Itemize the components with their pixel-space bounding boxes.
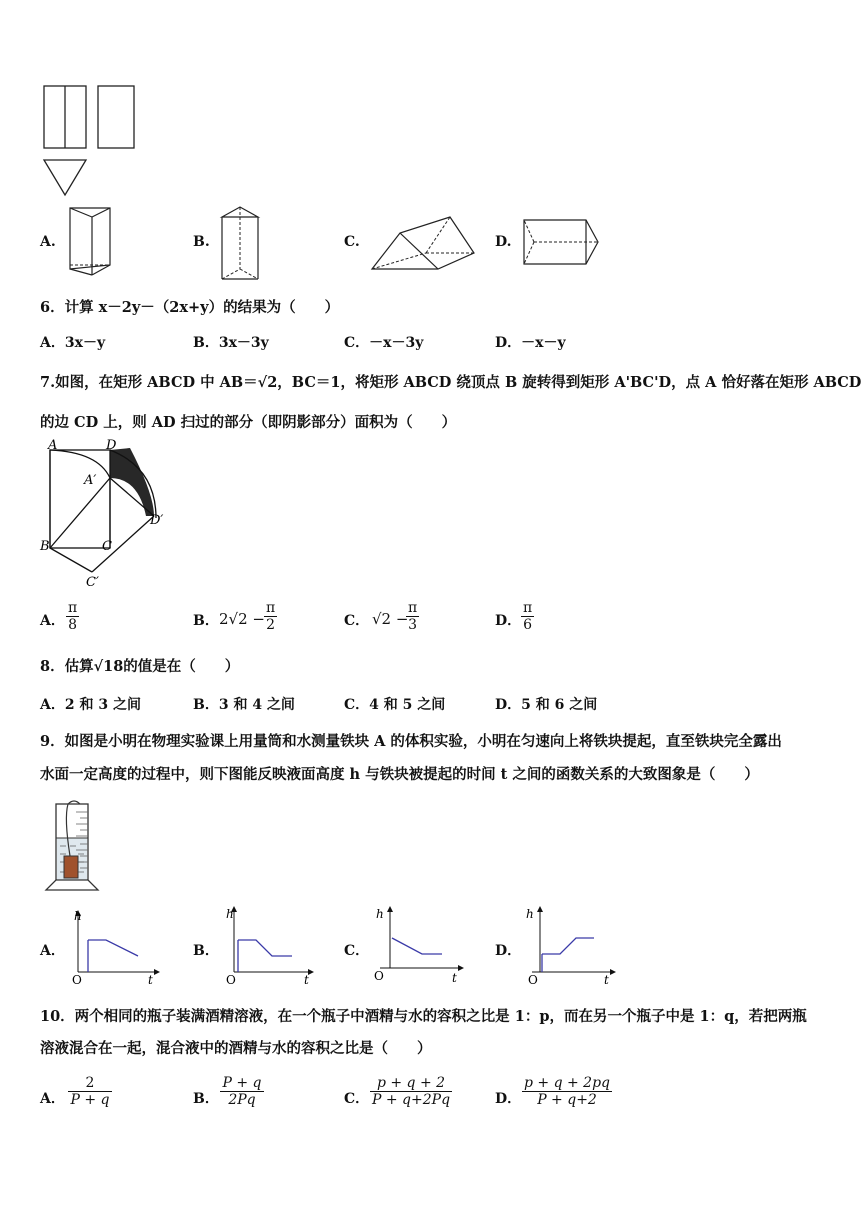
q8-option-d[interactable]: D．5 和 6 之间	[495, 697, 598, 713]
q7-option-a-fraction	[66, 600, 79, 633]
svg-text:O: O	[226, 973, 236, 987]
label-c-prime: C′	[86, 575, 99, 590]
q10-option-a-fraction: 2 P + q	[68, 1075, 112, 1108]
svg-text:h: h	[376, 907, 384, 921]
q10-option-b-fraction: P + q 2Pq	[220, 1075, 264, 1108]
q9-graph-b	[220, 906, 314, 986]
q9-option-c-label[interactable]: C．	[344, 943, 370, 959]
svg-text:O: O	[72, 973, 82, 987]
q9-graph-d-line	[542, 938, 594, 954]
q9-graph-a-line	[88, 940, 138, 956]
q10-option-d-label[interactable]: D．	[495, 1091, 522, 1107]
q8-option-a[interactable]: A．2 和 3 之间	[40, 697, 141, 713]
q7-option-c-fraction: π 3	[408, 600, 418, 633]
q7-b-prefix: 2√2 −	[219, 610, 265, 628]
label-d: D	[106, 438, 117, 453]
q10-option-a-label[interactable]: A．	[40, 1091, 65, 1107]
q8-stem: 8．估算√18的值是在（ ）	[40, 658, 240, 675]
q10-stem-line2: 溶液混合在一起，混合液中的酒精与水的容积之比是（ ）	[40, 1040, 432, 1057]
q6-option-d[interactable]: D．－x－y	[495, 335, 566, 351]
q6-option-c[interactable]: C．－x－3y	[344, 335, 424, 351]
three-view-figure	[40, 84, 140, 199]
q9-stem-line1: 9．如图是小明在物理实验课上用量筒和水测量铁块 A 的体积实验，小明在匀速向上将铁块提起，直至铁块完全露出	[40, 733, 782, 750]
q6-option-a[interactable]: A．3x－y	[40, 335, 106, 351]
rectangle-rotation-figure	[38, 438, 178, 590]
q6-option-b[interactable]: B．3x－3y	[193, 335, 269, 351]
svg-text:h: h	[226, 907, 234, 921]
svg-text:h: h	[74, 909, 82, 923]
q8-option-b[interactable]: B．3 和 4 之间	[193, 697, 295, 713]
svg-text:O: O	[374, 969, 384, 983]
q9-graph-c-line	[392, 938, 442, 954]
q5-option-d-figure	[522, 218, 602, 270]
q9-option-a-label[interactable]: A．	[40, 943, 65, 959]
q9-graph-b-line	[238, 940, 292, 956]
q10-option-b-label[interactable]: B．	[193, 1091, 219, 1107]
q7-option-c-label[interactable]: C．	[344, 613, 370, 629]
label-a: A	[48, 438, 58, 453]
q7-option-d-label[interactable]: D．	[495, 613, 522, 629]
q9-graph-d	[520, 906, 616, 986]
svg-text:t: t	[452, 971, 457, 985]
label-b: B	[40, 539, 50, 554]
q7-c-prefix: √2 −	[372, 610, 409, 628]
measuring-cylinder-figure	[40, 798, 110, 896]
q7-stem-line2: 的边 CD 上，则 AD 扫过的部分（即阴影部分）面积为（ ）	[40, 414, 457, 431]
q7-stem-line1: 7.如图，在矩形 ABCD 中 AB＝√2，BC＝1，将矩形 ABCD 绕顶点 B 旋转得到矩形 A'BC'D，点 A 恰好落在矩形 ABCD	[40, 374, 862, 391]
q7-option-d-fraction: π 6	[523, 600, 533, 633]
q10-option-d-fraction: p + q + 2pq P + q+2	[524, 1075, 611, 1108]
label-c: C	[102, 539, 112, 554]
q5-option-b-label[interactable]: B.	[193, 234, 210, 250]
q10-option-c-label[interactable]: C．	[344, 1091, 370, 1107]
q9-stem-line2: 水面一定高度的过程中，则下图能反映液面高度 h 与铁块被提起的时间 t 之间的函数关系的大致图象是（ ）	[40, 766, 759, 783]
q7-option-b-label[interactable]: B．	[193, 613, 219, 629]
svg-text:h: h	[526, 907, 534, 921]
q7-a-num: π	[68, 600, 78, 616]
svg-text:t: t	[148, 973, 153, 987]
q8-option-c[interactable]: C．4 和 5 之间	[344, 697, 446, 713]
q7-a-den: 8	[68, 617, 78, 633]
q5-option-b-figure	[218, 203, 278, 283]
label-d-prime: D′	[150, 513, 164, 528]
q5-option-a-figure	[62, 203, 122, 283]
q7-option-a-label[interactable]: A．	[40, 613, 65, 629]
iron-block	[64, 856, 78, 878]
q9-graph-a	[66, 910, 160, 986]
svg-text:t: t	[304, 973, 309, 987]
svg-text:O: O	[528, 973, 538, 987]
q5-option-c-label[interactable]: C.	[344, 234, 360, 250]
q9-option-d-label[interactable]: D．	[495, 943, 522, 959]
q5-option-d-label[interactable]: D.	[495, 234, 512, 250]
svg-text:t: t	[604, 973, 609, 987]
q10-option-c-fraction: p + q + 2 P + q+2Pq	[372, 1075, 451, 1108]
q7-option-b-fraction: π 2	[266, 600, 276, 633]
q10-stem-line1: 10．两个相同的瓶子装满酒精溶液，在一个瓶子中酒精与水的容积之比是 1：p，而在另一个瓶子中是 1：q，若把两瓶	[40, 1008, 807, 1025]
q6-stem: 6．计算 x－2y－（2x+y）的结果为（ ）	[40, 299, 340, 316]
q9-option-b-label[interactable]: B．	[193, 943, 219, 959]
q5-option-c-figure	[368, 213, 478, 273]
q9-graph-c	[370, 906, 464, 986]
q5-option-a-label[interactable]: A.	[40, 234, 56, 250]
label-a-prime: A′	[84, 473, 97, 488]
